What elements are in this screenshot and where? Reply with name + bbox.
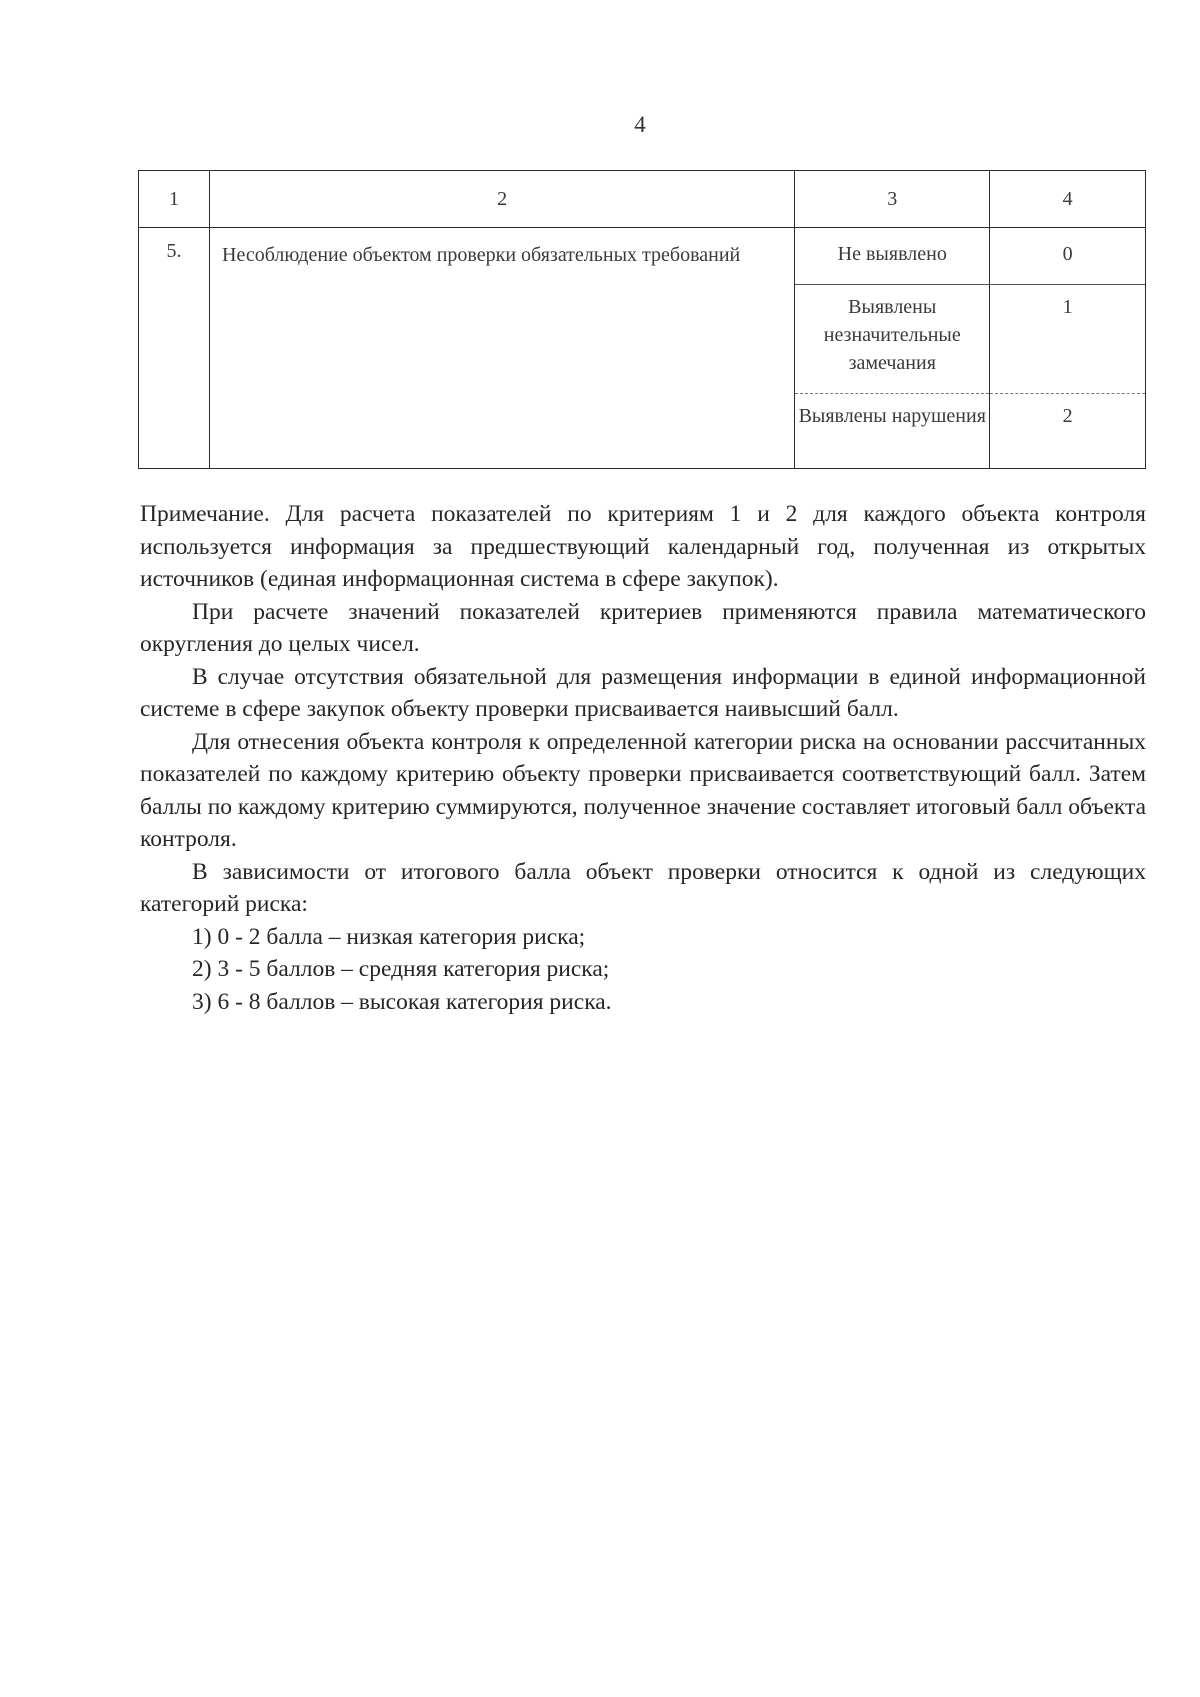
criterion-scores-cell (990, 228, 1146, 469)
note-paragraph: Примечание. Для расчета показателей по критериям 1 и 2 для каждого объекта контроля используется информация за предшествующий календарный год, полученная из открытых источников (единая информационная система в сфере закупок). (140, 501, 1146, 592)
header-cell-4: 4 (990, 171, 1146, 228)
table-row (139, 228, 1146, 469)
header-cell-3: 3 (795, 171, 990, 228)
value-label-violations: Выявлены нарушения (798, 405, 986, 427)
criteria-table (138, 170, 1146, 469)
missing-info-paragraph: В случае отсутствия обязательной для размещения информации в единой информационной системе в сфере закупок объекту проверки присваивается наивысший балл. (140, 663, 1146, 722)
header-cell-2: 2 (210, 171, 795, 228)
criterion-values-cell (795, 228, 990, 469)
row-number: 5. (139, 228, 210, 469)
value-label-minor: Выявлены незначительные замечания (795, 285, 989, 394)
value-label-none: Не выявлено (795, 228, 989, 285)
header-cell-1: 1 (139, 171, 210, 228)
score-violations: 2 (1062, 405, 1073, 427)
criterion-name: Несоблюдение объектом проверки обязательных требований (210, 228, 795, 469)
page-number: 4 (634, 112, 646, 137)
notes-section (140, 498, 1146, 1018)
categories-intro-paragraph: В зависимости от итогового балла объект проверки относится к одной из следующих категорий риска: (140, 858, 1146, 917)
rounding-paragraph: При расчете значений показателей критериев применяются правила математического округления до целых чисел. (140, 598, 1146, 657)
table-header-row (139, 171, 1146, 228)
risk-category-low: 1) 0 - 2 балла – низкая категория риска; (192, 923, 586, 950)
score-minor: 1 (990, 285, 1145, 394)
risk-category-medium: 2) 3 - 5 баллов – средняя категория риска; (192, 956, 610, 982)
scoring-paragraph: Для отнесения объекта контроля к определенной категории риска на основании рассчитанных показателей по каждому критерию объекту проверки присваивается соответствующий балл. Затем баллы по каждому критерию суммируются, полученное значение составляет итоговый балл объекта контроля. (140, 728, 1146, 852)
score-none: 0 (990, 228, 1145, 285)
risk-category-high: 3) 6 - 8 баллов – высокая категория риска. (192, 988, 612, 1015)
